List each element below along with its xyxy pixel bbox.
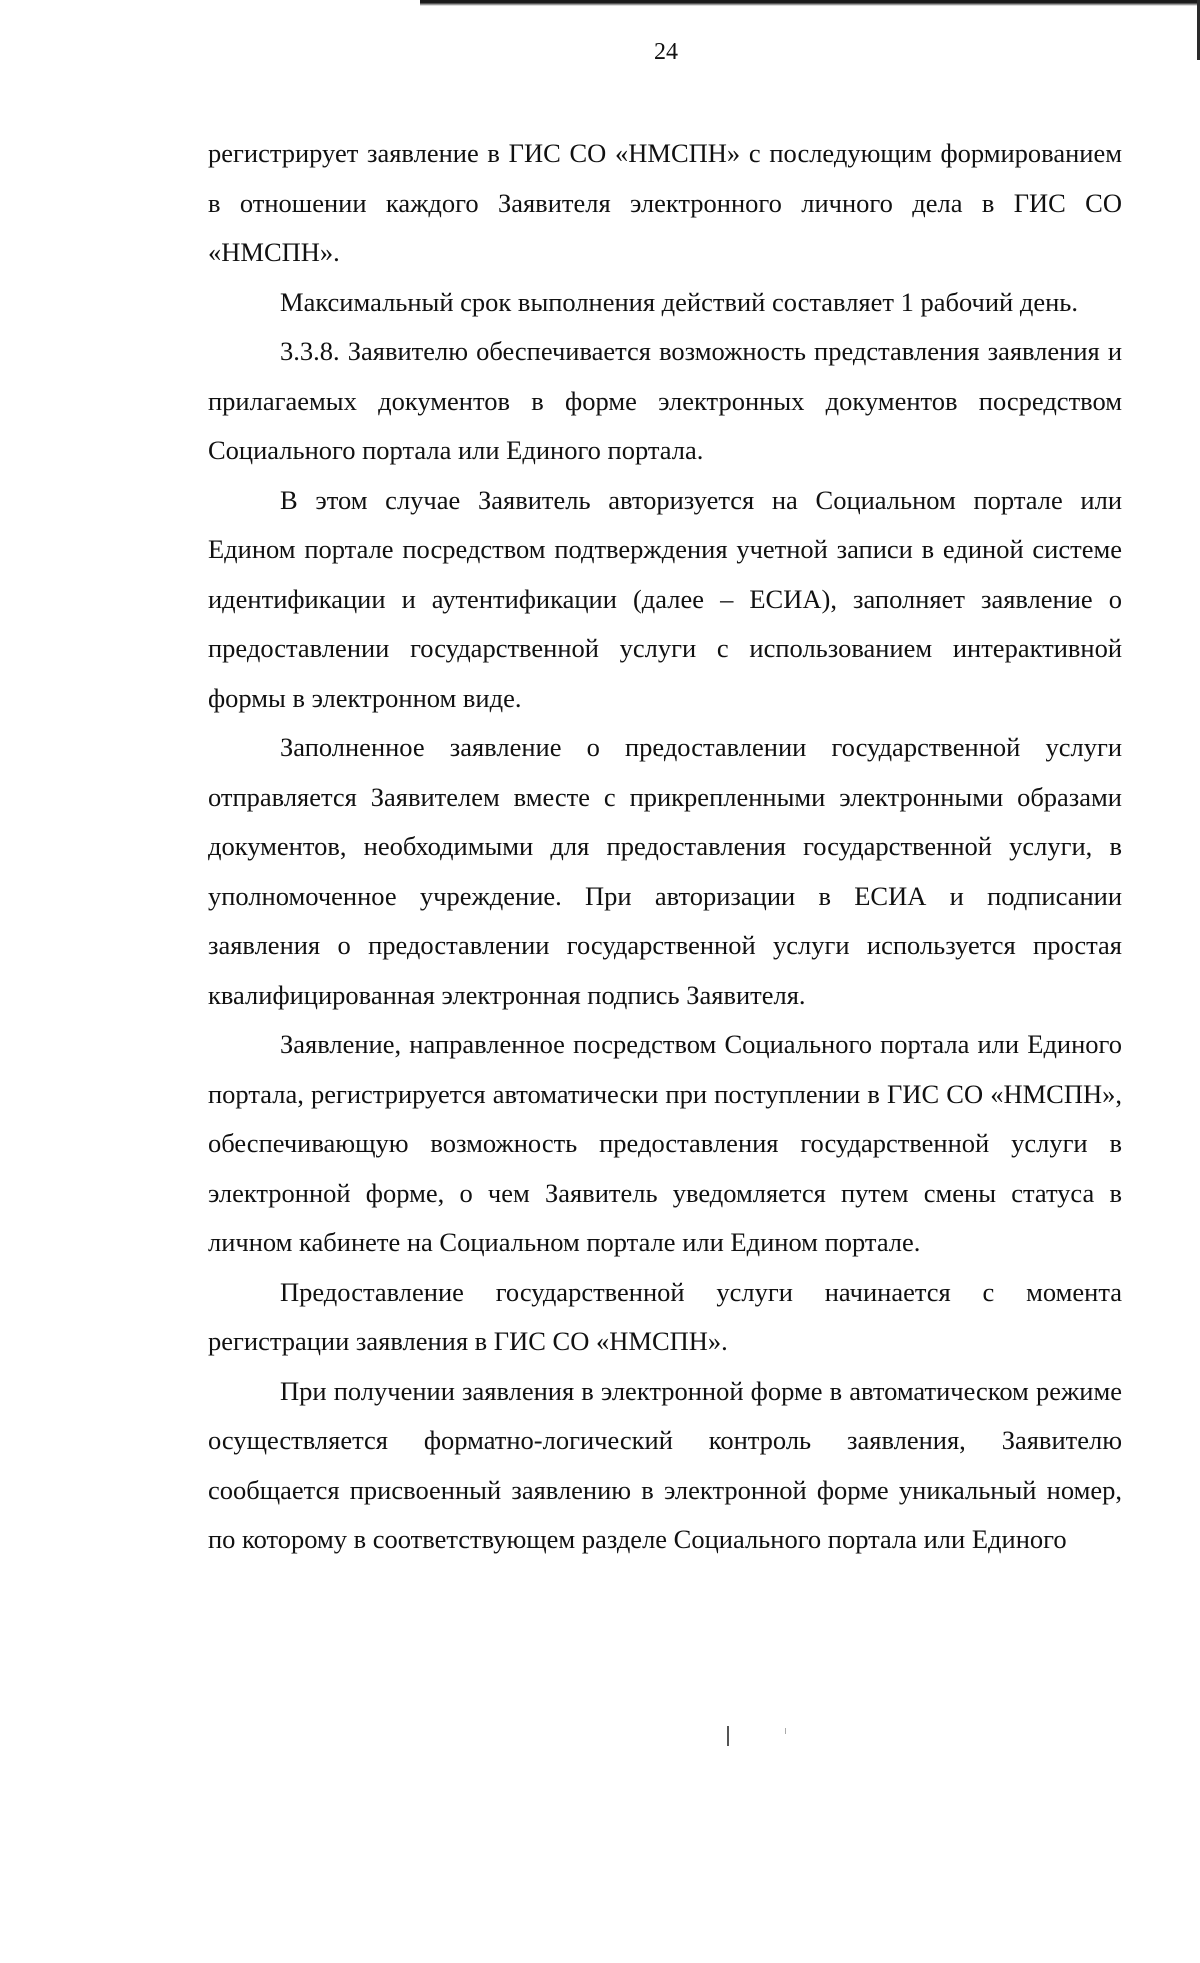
paragraph-deadline: Максимальный срок выполнения действий составляет 1 рабочий день. bbox=[280, 286, 1078, 317]
paragraph-authorization: В этом случае Заявитель авторизуется на Социальном портале или Едином портале посредством подтверждения учетной записи в единой системе идентификации и аутентификации (далее – ЕСИА), заполняет заявление о предоставлении государственной услуги с использованием интерактивной формы в электронном виде. bbox=[208, 484, 1122, 713]
paragraph-service-start: Предоставление государственной услуги начинается с момента регистрации заявления в ГИС СО «НМСПН». bbox=[208, 1276, 1122, 1356]
paragraph-format-control: При получении заявления в электронной форме в автоматическом режиме осуществляется форматно-логический контроль заявления, Заявителю сообщается присвоенный заявлению в электронной форме уникальный номер, по которому в соответствующем разделе Социального портала или Единого bbox=[208, 1375, 1122, 1554]
paragraph-registration: Заявление, направленное посредством Социального портала или Единого портала, регистрируется автоматически при поступлении в ГИС СО «НМСПН», обеспечивающую возможность предоставления государственной услуги в электронной форме, о чем Заявитель уведомляется путем смены статуса в личном кабинете на Социальном портале или Едином портале. bbox=[208, 1029, 1122, 1257]
document-text bbox=[208, 129, 1122, 1565]
page-number: 24 bbox=[654, 39, 678, 65]
scan-artifact-mark bbox=[727, 1726, 729, 1746]
paragraph-3-3-8: 3.3.8. Заявителю обеспечивается возможность представления заявления и прилагаемых документов в форме электронных документов посредством Социального портала или Единого портала. bbox=[208, 336, 1122, 465]
paragraph-submission: Заполненное заявление о предоставлении государственной услуги отправляется Заявителем вместе с прикрепленными электронными образами документов, необходимыми для предоставления государственной услуги, в уполномоченное учреждение. При авторизации в ЕСИА и подписании заявления о предоставлении государственной услуги используется простая квалифицированная электронная подпись Заявителя. bbox=[208, 732, 1122, 1010]
scan-edge-top bbox=[420, 0, 1200, 6]
paragraph-continuation: регистрирует заявление в ГИС СО «НМСПН» с последующим формированием в отношении каждого Заявителя электронного личного дела в ГИС СО «НМСПН». bbox=[208, 138, 1122, 267]
scan-artifact-dot bbox=[785, 1728, 786, 1734]
